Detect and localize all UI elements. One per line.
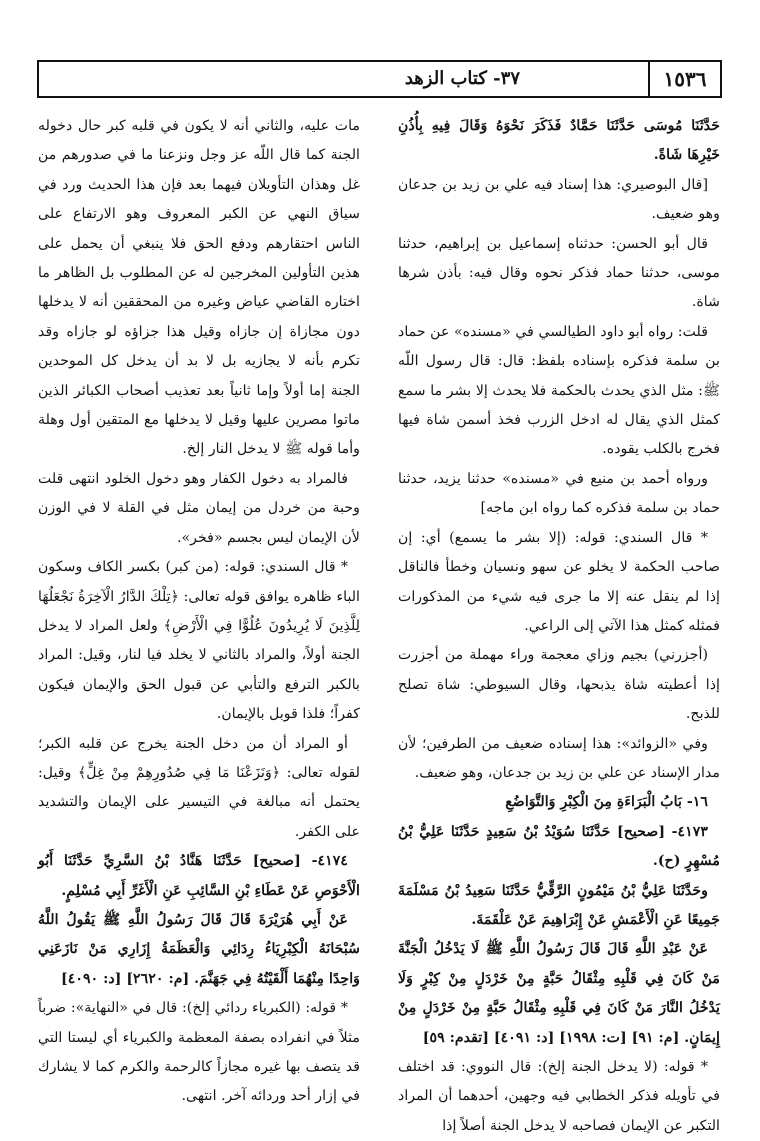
paragraph: * قال السندي: قوله: (من كبر) بكسر الكاف وسكون الباء ظاهره يوافق قوله تعالى: ﴿تِلْكَ الدَّارُ الْآخِرَةُ نَجْعَلُهَا لِلَّذِينَ لَا يُرِيدُونَ عُلُوًّا فِي الْأَرْضِ﴾ ولعل المراد لا يدخل الجنة أولاً، والمراد بالثاني لا يخلد فيا لنار، وقيل: المراد بالكبر الترفع والتأبي عن قبول الحق والإيمان فيكون كفراً؛ فلذا قوبل بالإيمان. xyxy=(38,559,360,723)
paragraph: عَنْ عَبْدِ اللَّهِ قَالَ قَالَ رَسُولُ اللَّهِ ﷺ لَا يَدْخُلُ الْجَنَّةَ مَنْ كَانَ فِي قَلْبِهِ مِثْقَالُ حَبَّةٍ مِنْ خَرْدَلٍ مِنْ كِبْرٍ وَلَا يَدْخُلُ النَّارَ مَنْ كَانَ فِي قَلْبِهِ مِثْقَالُ حَبَّةٍ مِنْ خَرْدَلٍ مِنْ إِيمَانٍ. [م: ٩١] [ت: ١٩٩٨] [د: ٤٠٩١] [تقدم: ٥٩] xyxy=(398,941,720,1046)
paragraph: مات عليه، والثاني أنه لا يكون في قلبه كبر حال دخوله الجنة كما قال اللّه عز وجل ونزعنا ما في صدورهم من غل وهذان التأويلان فيهما بعد فإن هذا الحديث ورد في سياق النهي عن الكبر المعروف وهو الارتفاع على الناس احتقارهم ودفع الحق فلا ينبغي أن يحمل على هذين التأولين المخرجين له عن المطلوب بل الظاهر ما اختاره القاضي عياض وغيره من المحققين أنه لا يدخلها دون مجازاة إن جازاه وقيل هذا جزاؤه لو جازاه وقد تكرم بأنه لا يجازيه بل لا بد أن يدخل كل الموحدين الجنة إما أولاً وإما ثانياً بعد تعذيب أصحاب الكبائر الذين ماتوا مصرين عليها وقيل لا يدخلها مع المتقين أول وهلة وأما قوله ﷺ لا يدخل النار إلخ. xyxy=(38,118,360,458)
paragraph: ورواه أحمد بن منيع في «مسنده» حدثنا يزيد، حدثنا حماد بن سلمة فذكره كما رواه ابن ماجه] xyxy=(398,470,720,517)
right-column xyxy=(398,112,720,1134)
paragraph: ٤١٧٣- [صحيح] حَدَّثَنَا سُوَيْدُ بْنُ سَعِيدٍ حَدَّثَنَا عَلِيُّ بْنُ مُسْهِرٍ (ح). xyxy=(398,823,720,870)
paragraph: ٤١٧٤- [صحيح] حَدَّثَنَا هَنَّادُ بْنُ السَّرِيِّ حَدَّثَنَا أَبُو الْأَحْوَصِ عَنْ عَطَاءِ بْنِ السَّائِبِ عَنِ الْأَغَرِّ أَبِي مُسْلِمٍ. xyxy=(38,853,360,899)
paragraph: قلت: رواه أبو داود الطيالسي في «مسنده» عن حماد بن سلمة فذكره بإسناده بلفظ: قال: قال رسول اللّه ﷺ: مثل الذي يحدث بالحكمة فلا يحدث إلا بشر ما سمع كمثل الذي يقال له ادخل الزرب فخذ أسمن شاة فيها فخرج بالكلب يقوده. xyxy=(398,323,720,458)
left-column xyxy=(38,112,360,1105)
paragraph: حَدَّثَنَا مُوسَى حَدَّثَنَا حَمَّادٌ فَذَكَرَ نَحْوَهُ وَقَالَ فِيهِ بِأُذُنِ خَيْرِهَا شَاةً. xyxy=(398,118,720,164)
paragraph: قال أبو الحسن: حدثناه إسماعيل بن إبراهيم، حدثنا موسى، حدثنا حماد فذكر نحوه وقال فيه: بأذن شرها شاة. xyxy=(398,235,720,311)
paragraph: (أجزرني) بجيم وزاي معجمة وراء مهملة من أجزرت إذا أعطيته شاة يذبحها، وقال السيوطي: شاة تصلح للذبح. xyxy=(398,647,720,723)
page-header xyxy=(37,60,722,98)
paragraph: عَنْ أَبِي هُرَيْرَةَ قَالَ قَالَ رَسُولُ اللَّهِ ﷺ يَقُولُ اللَّهُ سُبْحَانَهُ الْكِبْرِيَاءُ رِدَائِي وَالْعَظَمَةُ إِزَارِي مَنْ نَازَعَنِي وَاحِدًا مِنْهُمَا أَلْقَيْتُهُ فِي جَهَنَّمَ. [م: ٢٦٢٠] [د: ٤٠٩٠] xyxy=(38,911,360,987)
book-title: ٣٧- كتاب الزهد xyxy=(404,68,520,89)
paragraph: ١٦- بَابُ الْبَرَاءَةِ مِنَ الْكِبْرِ وَالتَّوَاضُعِ xyxy=(505,794,708,811)
paragraph: وفي «الزوائد»: هذا إسناده ضعيف من الطرفين؛ لأن مدار الإسناد عن علي بن زيد بن جدعان، وهو ضعيف. xyxy=(398,735,720,781)
paragraph: أو المراد أن من دخل الجنة يخرج عن قلبه الكبر؛ لقوله تعالى: ﴿وَنَزَعْنَا مَا فِي صُدُورِهِمْ مِنْ غِلٍّ﴾ وقيل: يحتمل أنه مبالغة في التيسير على الإيمان والتشديد على الكفر. xyxy=(38,735,360,840)
page-number: ١٥٣٦ xyxy=(648,62,720,96)
paragraph: * قال السندي: قوله: (إلا بشر ما يسمع) أي: إن صاحب الحكمة لا يخلو عن سهو ونسيان وخطأ فالناقل إذا لم ينقل عنه إلا ما جرى فيه شيء من المذكورات فمثله كمثل هذا الآتي إلى الراعي. xyxy=(398,529,720,634)
paragraph: وحَدَّثَنَا عَلِيُّ بْنُ مَيْمُونٍ الرَّقِّيُّ حَدَّثَنَا سَعِيدُ بْنُ مَسْلَمَةَ جَمِيعًا عَنِ الْأَعْمَشِ عَنْ إِبْرَاهِيمَ عَنْ عَلْقَمَةَ. xyxy=(398,882,720,928)
paragraph: * قوله: (الكبرياء ردائي إلخ): قال في «النهاية»: ضرباً مثلاً في انفراده بصفة المعظمة والكبرياء أي ليستا التي قد يتصف بها غيره مجازاً كالرحمة والكرم كما لا يشارك في إزار أحد وردائه آخر. انتهى. xyxy=(38,1000,360,1105)
paragraph: فالمراد به دخول الكفار وهو دخول الخلود انتهى قلت وحبة من خردل من إيمان مثل في القلة لا في الوزن لأن الإيمان ليس بجسم «فخر». xyxy=(38,470,360,546)
paragraph: * قوله: (لا يدخل الجنة إلخ): قال النووي: قد اختلف في تأويله فذكر الخطابي فيه وجهين، أحدهما أن المراد التكبر عن الإيمان فصاحبه لا يدخل الجنة أصلاً إذا xyxy=(398,1059,720,1134)
paragraph: [قال البوصيري: هذا إسناد فيه علي بن زيد بن جدعان وهو ضعيف. xyxy=(398,176,720,223)
